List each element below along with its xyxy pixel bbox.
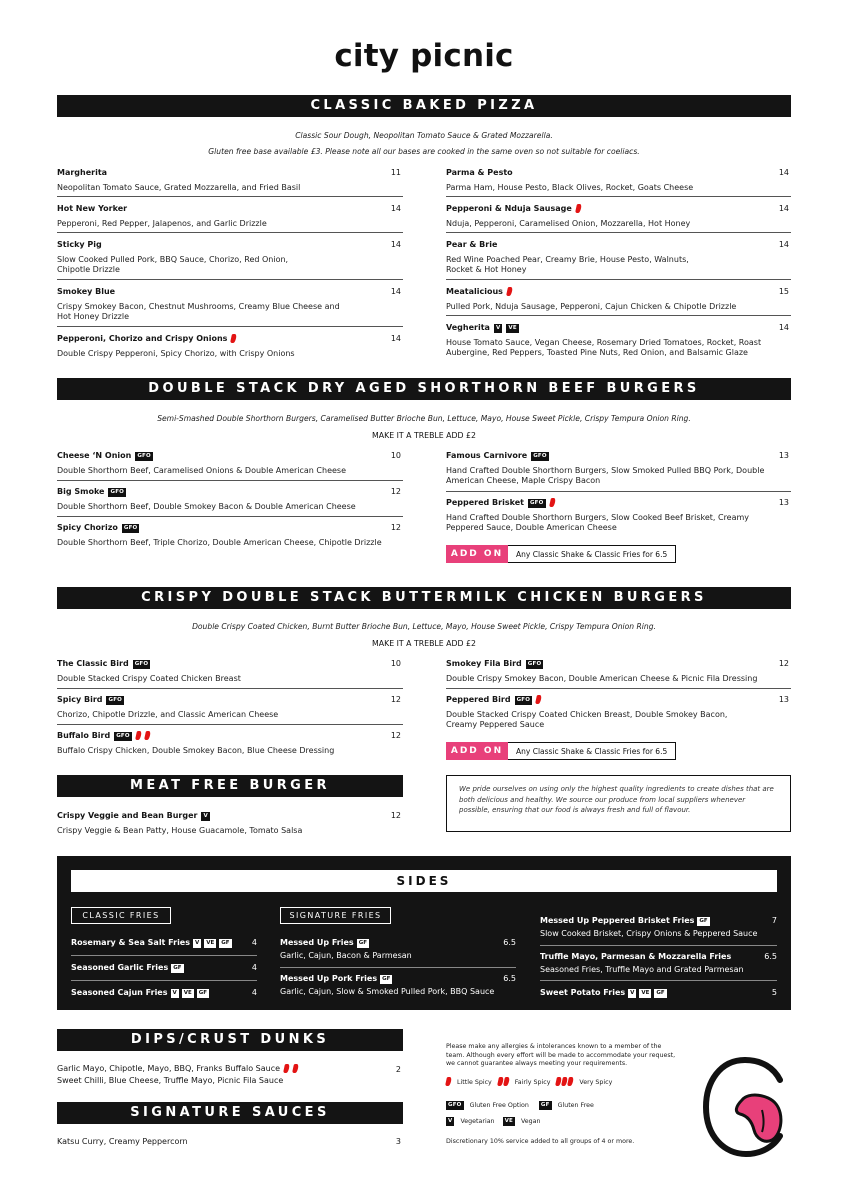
side-item	[280, 938, 516, 961]
item-desc: Seasoned Fries, Truffle Mayo and Grated Parmesan	[540, 965, 744, 974]
addon-banner	[446, 742, 676, 760]
item-name: Famous Carnivore	[446, 451, 528, 460]
menu-item	[57, 659, 403, 684]
dips-line-2: Sweet Chilli, Blue Cheese, Truffle Mayo, Picnic Fila Sauce	[57, 1075, 284, 1085]
item-name: Seasoned Garlic Fries	[71, 963, 169, 972]
vegetarian-badge: V	[203, 812, 208, 819]
menu-item	[57, 523, 403, 548]
menu-item	[57, 334, 403, 359]
allergy-notice: Please make any allergies & intolerances known to a member of the team. Although every effort will be made to accommodate your request, we cannot guarantee always meeting your requirements.	[446, 1043, 676, 1067]
gf-badge: GF	[540, 1102, 550, 1108]
spice-legend	[446, 1077, 612, 1087]
dips-heading: DIPS/CRUST DUNKS	[57, 1029, 403, 1051]
divider	[57, 326, 403, 327]
menu-item	[57, 1064, 403, 1086]
item-desc: Slow Cooked Pulled Pork, BBQ Sauce, Chorizo, Red Onion, Chipotle Drizzle	[57, 254, 289, 274]
menu-item	[57, 811, 403, 836]
gfo-badge: GFO	[123, 524, 138, 531]
item-price: 13	[778, 451, 789, 460]
gfo-badge: GFO	[529, 499, 544, 506]
item-desc: Garlic, Cajun, Slow & Smoked Pulled Pork, BBQ Sauce	[280, 987, 495, 996]
item-name: Spicy Chorizo	[57, 523, 118, 532]
beef-heading: DOUBLE STACK DRY AGED SHORTHORN BEEF BURGERS	[57, 378, 791, 400]
item-name: Smokey Fila Bird	[446, 659, 522, 668]
fairly-spicy-label: Fairly Spicy	[514, 1078, 551, 1086]
dips-line-1: Garlic Mayo, Chipotle, Mayo, BBQ, Franks Buffalo Sauce	[57, 1064, 281, 1073]
menu-item	[446, 323, 791, 359]
vegetarian-badge: V	[448, 1118, 453, 1124]
addon-banner	[446, 545, 676, 563]
beef-intro: Semi-Smashed Double Shorthorn Burgers, Caramelised Butter Brioche Bun, Lettuce, Mayo, House Sweet Pickle, Crispy Tempura Onion Ring.	[157, 414, 691, 423]
side-item	[71, 963, 257, 973]
gf-badge: GF	[699, 917, 708, 924]
vegetarian-badge: V	[195, 939, 200, 946]
item-name: Seasoned Cajun Fries	[71, 988, 168, 997]
gfo-badge: GFO	[527, 660, 542, 667]
gf-badge: GF	[382, 975, 391, 982]
divider	[57, 724, 403, 725]
menu-item	[57, 695, 403, 720]
side-item	[540, 916, 777, 939]
item-desc: Nduja, Pepperoni, Caramelised Onion, Mozzarella, Hot Honey	[446, 218, 691, 228]
item-desc: Buffalo Crispy Chicken, Double Smokey Bacon, Blue Cheese Dressing	[57, 745, 335, 755]
meatfree-heading: MEAT FREE BURGER	[57, 775, 403, 797]
chili-icon	[145, 731, 150, 741]
chili-icon	[293, 1064, 298, 1074]
item-name: Pepperoni, Chorizo and Crispy Onions	[57, 334, 228, 343]
item-name: Buffalo Bird	[57, 731, 111, 740]
addon-tag: ADD ON	[446, 742, 508, 760]
item-price: 14	[390, 334, 401, 343]
chili-icon	[550, 498, 555, 508]
item-price: 2	[395, 1065, 401, 1074]
item-price: 10	[390, 451, 401, 460]
side-item	[540, 988, 777, 998]
gfo-badge: GFO	[533, 452, 547, 459]
divider	[446, 196, 791, 197]
item-desc: Pepperoni, Red Pepper, Jalapenos, and Garlic Drizzle	[57, 218, 267, 228]
vegetarian-badge: V	[495, 324, 501, 331]
little-spicy-label: Little Spicy	[457, 1078, 492, 1086]
classic-fries-label: CLASSIC FRIES	[71, 907, 171, 924]
gf-badge: GF	[198, 989, 208, 996]
item-name: Vegherita	[446, 323, 490, 332]
item-price: 6.5	[764, 952, 777, 961]
chili-icon	[136, 731, 141, 741]
item-price: 4	[251, 988, 257, 997]
item-desc: Crispy Veggie & Bean Patty, House Guacamole, Tomato Salsa	[57, 825, 303, 835]
pizza-intro-1: Classic Sour Dough, Neopolitan Tomato Sauce & Grated Mozzarella.	[295, 131, 553, 140]
signature-fries-label: SIGNATURE FRIES	[280, 907, 391, 924]
menu-item	[57, 168, 403, 193]
divider	[57, 688, 403, 689]
item-name: Hot New Yorker	[57, 204, 128, 213]
addon-text: Any Classic Shake & Classic Fries for 6.5	[508, 545, 676, 563]
item-price: 10	[390, 659, 401, 668]
item-name: Big Smoke	[57, 487, 105, 496]
menu-item	[57, 204, 403, 229]
sauces-line: Katsu Curry, Creamy Peppercorn	[57, 1137, 188, 1146]
item-name: Truffle Mayo, Parmesan & Mozzarella Fries	[540, 952, 732, 961]
divider	[71, 955, 257, 956]
item-price: 14	[778, 204, 789, 213]
menu-item	[446, 168, 791, 193]
item-name: Messed Up Peppered Brisket Fries	[540, 916, 695, 925]
menu-item	[446, 451, 791, 487]
menu-item	[446, 240, 791, 276]
item-price: 6.5	[503, 938, 516, 947]
item-name: Cheese ‘N Onion	[57, 451, 132, 460]
divider	[446, 315, 791, 316]
pizza-intro-2: Gluten free base available £3. Please note all our bases are cooked in the same oven so not suitable for coeliacs.	[208, 147, 640, 156]
gfo-badge: GFO	[448, 1102, 462, 1108]
menu-item	[57, 487, 403, 512]
gf-badge: GF	[221, 939, 230, 946]
item-price: 14	[778, 240, 789, 249]
chili-icon	[568, 1077, 573, 1087]
item-desc: Double Stacked Crispy Coated Chicken Breast, Double Smokey Bacon, Creamy Peppered Sauce	[446, 709, 728, 729]
vegan-badge: VE	[504, 1118, 513, 1124]
chili-icon	[536, 695, 541, 705]
divider	[446, 491, 791, 492]
vegan-badge: VE	[206, 939, 215, 946]
divider	[57, 516, 403, 517]
menu-item	[446, 498, 791, 534]
gf-badge: GF	[173, 964, 182, 971]
vegan-label: Vegan	[520, 1118, 541, 1125]
item-desc: Double Shorthorn Beef, Double Smokey Bacon & Double American Cheese	[57, 501, 356, 511]
side-item	[71, 988, 257, 998]
chicken-treble: MAKE IT A TREBLE ADD £2	[372, 639, 476, 648]
very-spicy-label: Very Spicy	[579, 1078, 613, 1086]
chili-icon	[504, 1077, 509, 1087]
item-name: Spicy Bird	[57, 695, 103, 704]
item-name: Meatalicious	[446, 287, 503, 296]
vegetarian-badge: V	[172, 989, 177, 996]
vegetarian-label: Vegetarian	[460, 1118, 495, 1125]
item-price: 7	[771, 916, 777, 925]
divider	[71, 980, 257, 981]
item-name: Peppered Bird	[446, 695, 511, 704]
menu-item	[446, 695, 791, 731]
chicken-heading: CRISPY DOUBLE STACK BUTTERMILK CHICKEN BURGERS	[57, 587, 791, 609]
item-name: Pepperoni & Nduja Sausage	[446, 204, 572, 213]
item-price: 14	[390, 240, 401, 249]
item-desc: Red Wine Poached Pear, Creamy Brie, House Pesto, Walnuts, Rocket & Hot Honey	[446, 254, 689, 274]
item-name: Messed Up Fries	[280, 938, 354, 947]
item-price: 4	[251, 963, 257, 972]
menu-item	[446, 204, 791, 229]
divider	[57, 196, 403, 197]
item-name: Rosemary & Sea Salt Fries	[71, 938, 190, 947]
item-desc: Neopolitan Tomato Sauce, Grated Mozzarella, and Fried Basil	[57, 182, 301, 192]
item-price: 13	[778, 695, 789, 704]
menu-item	[57, 731, 403, 756]
side-item	[280, 974, 516, 997]
item-desc: Double Crispy Pepperoni, Spicy Chorizo, with Crispy Onions	[57, 348, 295, 358]
gf-label: Gluten Free	[557, 1102, 594, 1109]
item-desc: Hand Crafted Double Shorthorn Burgers, Slow Cooked Beef Brisket, Creamy Peppered Sauce, Double American Cheese	[446, 512, 750, 532]
gfo-badge: GFO	[516, 696, 531, 703]
chili-icon	[231, 334, 236, 344]
brand-logo: city picnic	[334, 38, 514, 74]
item-name: Pear & Brie	[446, 240, 498, 249]
vegan-badge: VE	[641, 989, 650, 996]
divider	[280, 967, 516, 968]
item-price: 3	[395, 1137, 401, 1146]
item-price: 12	[390, 695, 401, 704]
menu-item	[57, 1137, 403, 1148]
item-name: The Classic Bird	[57, 659, 129, 668]
item-name: Sweet Potato Fries	[540, 988, 626, 997]
chili-icon	[507, 287, 512, 297]
divider	[540, 980, 777, 981]
chicken-intro: Double Crispy Coated Chicken, Burnt Butter Brioche Bun, Lettuce, Mayo, House Sweet Pickle, Crispy Tempura Onion Ring.	[192, 622, 656, 631]
item-name: Sticky Pig	[57, 240, 102, 249]
item-desc: House Tomato Sauce, Vegan Cheese, Rosemary Dried Tomatoes, Rocket, Roast Aubergine, Red Peppers, Toasted Pine Nuts, Red Onion, and Balsamic Glaze	[446, 337, 762, 357]
gfo-label: Gluten Free Option	[469, 1102, 529, 1109]
side-item	[540, 952, 777, 975]
item-price: 12	[390, 811, 401, 820]
side-item	[71, 938, 257, 948]
gfo-badge: GFO	[108, 696, 123, 703]
service-note: Discretionary 10% service added to all groups of 4 or more.	[446, 1138, 635, 1145]
item-price: 5	[771, 988, 777, 997]
menu-item	[57, 287, 403, 323]
item-price: 11	[390, 168, 401, 177]
addon-tag: ADD ON	[446, 545, 508, 563]
chili-icon	[284, 1064, 289, 1074]
item-price: 15	[778, 287, 789, 296]
mascot-logo-icon	[700, 1052, 790, 1162]
chili-icon	[498, 1077, 503, 1087]
chili-icon	[576, 204, 581, 214]
item-name: Messed Up Pork Fries	[280, 974, 378, 983]
divider	[57, 480, 403, 481]
divider	[446, 232, 791, 233]
item-price: 12	[390, 731, 401, 740]
item-desc: Parma Ham, House Pesto, Black Olives, Rocket, Goats Cheese	[446, 182, 694, 192]
divider	[540, 945, 777, 946]
addon-text: Any Classic Shake & Classic Fries for 6.5	[508, 742, 676, 760]
gf-badge: GF	[358, 939, 367, 946]
sauces-heading: SIGNATURE SAUCES	[57, 1102, 403, 1124]
divider	[57, 232, 403, 233]
chili-icon	[446, 1077, 451, 1087]
vegan-badge: VE	[183, 989, 192, 996]
item-price: 14	[390, 204, 401, 213]
item-price: 12	[390, 523, 401, 532]
gfo-badge: GFO	[116, 732, 130, 739]
divider	[446, 688, 791, 689]
item-name: Smokey Blue	[57, 287, 116, 296]
diet-legend	[446, 1117, 541, 1126]
vegetarian-badge: V	[630, 989, 635, 996]
pizza-heading: CLASSIC BAKED PIZZA	[57, 95, 791, 117]
divider	[57, 279, 403, 280]
gfo-badge: GFO	[137, 452, 151, 459]
quality-pledge: We pride ourselves on using only the highest quality ingredients to create dishes that are both delicious and healthy. We source our produce from local suppliers whenever possible, ensuring that our food is always fresh and full of flavour.	[446, 775, 791, 832]
gfo-badge: GFO	[134, 660, 149, 667]
item-desc: Crispy Smokey Bacon, Chestnut Mushrooms, Creamy Blue Cheese and Hot Honey Drizzle	[57, 301, 340, 321]
vegan-badge: VE	[508, 324, 517, 331]
item-name: Parma & Pesto	[446, 168, 513, 177]
gf-badge: GF	[656, 989, 665, 996]
item-desc: Double Crispy Smokey Bacon, Double American Cheese & Picnic Fila Dressing	[446, 673, 758, 683]
menu-item	[57, 240, 403, 276]
item-price: 12	[390, 487, 401, 496]
item-desc: Pulled Pork, Nduja Sausage, Pepperoni, Cajun Chicken & Chipotle Drizzle	[446, 301, 737, 311]
item-desc: Double Stacked Crispy Coated Chicken Breast	[57, 673, 241, 683]
item-name: Peppered Brisket	[446, 498, 524, 507]
item-desc: Double Shorthorn Beef, Caramelised Onions & Double American Cheese	[57, 465, 347, 475]
item-name: Crispy Veggie and Bean Burger	[57, 811, 198, 820]
item-desc: Double Shorthorn Beef, Triple Chorizo, Double American Cheese, Chipotle Drizzle	[57, 537, 382, 547]
gluten-legend	[446, 1101, 594, 1110]
menu-item	[446, 287, 791, 312]
menu-item	[446, 659, 791, 684]
item-desc: Slow Cooked Brisket, Crispy Onions & Peppered Sauce	[540, 929, 758, 938]
divider	[446, 279, 791, 280]
menu-item	[57, 451, 403, 476]
item-desc: Garlic, Cajun, Bacon & Parmesan	[280, 951, 412, 960]
item-price: 6.5	[503, 974, 516, 983]
item-desc: Hand Crafted Double Shorthorn Burgers, Slow Smoked Pulled BBQ Pork, Double American Cheese, Maple Crispy Bacon	[446, 465, 765, 485]
gfo-badge: GFO	[110, 488, 125, 495]
item-price: 12	[778, 659, 789, 668]
item-name: Margherita	[57, 168, 108, 177]
item-price: 14	[778, 168, 789, 177]
item-desc: Chorizo, Chipotle Drizzle, and Classic American Cheese	[57, 709, 279, 719]
item-price: 14	[390, 287, 401, 296]
beef-treble: MAKE IT A TREBLE ADD £2	[372, 431, 476, 440]
item-price: 14	[778, 323, 789, 332]
sides-heading: SIDES	[71, 870, 777, 892]
sides-panel	[57, 856, 791, 1010]
item-price: 13	[778, 498, 789, 507]
item-price: 4	[251, 938, 257, 947]
